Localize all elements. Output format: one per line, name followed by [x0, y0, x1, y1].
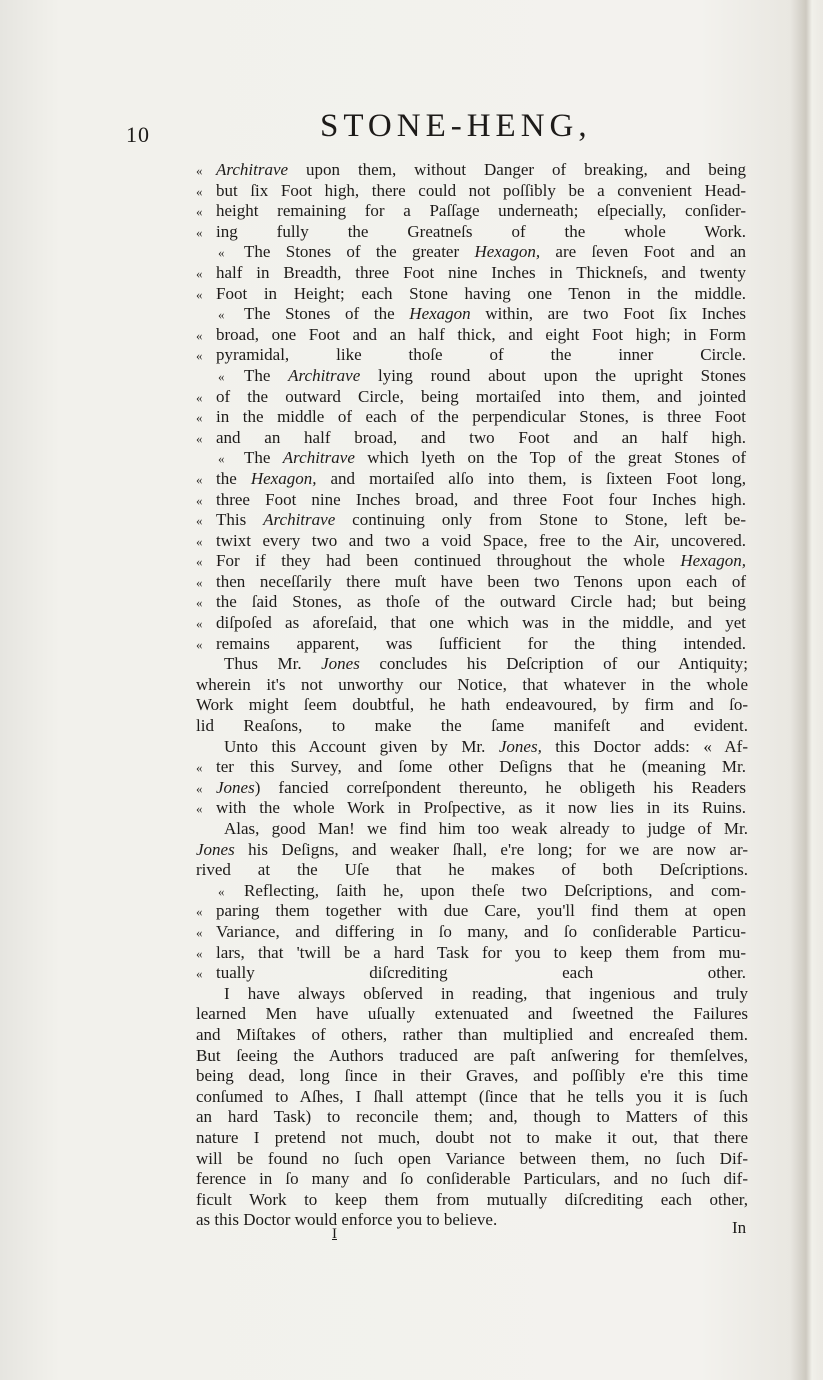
quote-mark: « [196, 286, 203, 302]
line-text [216, 201, 746, 222]
roman-text: with the whole Work in Proſpective, as it now lies in its Ruins. [216, 798, 746, 818]
text-line [196, 1025, 748, 1046]
line-text [216, 490, 746, 511]
roman-text: pyramidal, like thoſe of the inner Circle. [216, 345, 746, 365]
text-line [196, 284, 748, 305]
line-text [216, 551, 746, 572]
line-text [216, 222, 746, 243]
roman-text: this Doctor adds: « Af- [541, 736, 748, 756]
line-text [216, 284, 746, 305]
roman-text: height remaining for a Paſſage underneath; eſpecially, conſider- [216, 201, 746, 221]
roman-text: tually diſcrediting each other. [216, 963, 746, 983]
text-line [196, 757, 748, 778]
line-text [196, 1169, 748, 1190]
line-text [224, 984, 748, 1005]
roman-text: I have always obſerved in reading, that ingenious and truly [224, 983, 748, 1003]
quote-mark: « [196, 389, 203, 405]
roman-text: The Stones of the [244, 304, 410, 324]
text-line [196, 1149, 748, 1170]
quote-mark: « [196, 554, 203, 570]
italic-text: Jones [321, 654, 360, 674]
text-line [196, 1169, 748, 1190]
line-text [196, 695, 748, 716]
line-text [224, 654, 748, 675]
roman-text: learned Men have uſually extenuated and ſweetned the Failures [196, 1004, 748, 1024]
line-text [244, 881, 746, 902]
text-line [196, 695, 748, 716]
roman-text: The [244, 365, 289, 385]
text-line [196, 1046, 748, 1067]
quote-mark: « [196, 924, 203, 940]
text-line [196, 922, 748, 943]
roman-text: three Foot nine Inches broad, and three Foot four Inches high. [216, 489, 746, 509]
quote-mark: « [196, 945, 203, 961]
quote-mark: « [218, 451, 225, 467]
line-text [244, 242, 746, 263]
line-text [216, 531, 746, 552]
line-text [216, 160, 746, 181]
text-line [196, 654, 748, 675]
roman-text: broad, one Foot and an half thick, and eight Foot high; in Form [216, 324, 746, 344]
roman-text: within, are two Foot ſix Inches [470, 304, 746, 324]
quote-mark: « [196, 636, 203, 652]
text-line [196, 201, 748, 222]
text-body [196, 160, 748, 1231]
line-text [244, 366, 746, 387]
line-text [224, 737, 748, 758]
roman-text: For if they had been continued throughout the whole [216, 551, 681, 571]
text-line [196, 840, 748, 861]
line-text [196, 1128, 748, 1149]
quote-mark: « [196, 513, 203, 529]
text-line [196, 1066, 748, 1087]
quote-mark: « [196, 966, 203, 982]
line-text [196, 1025, 748, 1046]
quote-mark: « [196, 574, 203, 590]
signature-mark: I [332, 1226, 337, 1242]
roman-text: lars, that 'twill be a hard Task for you to keep them from mu- [216, 942, 746, 962]
text-line [196, 222, 748, 243]
italic-text: Jones, [498, 736, 542, 756]
roman-text: but ſix Foot high, there could not poſſibly be a convenient Head- [216, 180, 746, 200]
quote-mark: « [196, 183, 203, 199]
quote-mark: « [196, 348, 203, 364]
text-line [196, 510, 748, 531]
roman-text: and Miſtakes of others, rather than multiplied and encreaſed them. [196, 1024, 748, 1044]
line-text [196, 1066, 748, 1087]
line-text [216, 798, 746, 819]
text-line [196, 1087, 748, 1108]
roman-text: remains apparent, was ſufficient for the thing intended. [216, 633, 746, 653]
text-line [196, 181, 748, 202]
quote-mark: « [196, 224, 203, 240]
line-text [196, 1004, 748, 1025]
roman-text: But ſeeing the Authors traduced are paſt anſwering for themſelves, [196, 1045, 748, 1065]
line-text [196, 716, 748, 737]
roman-text: ) fancied correſpondent thereunto, he obligeth his Readers [254, 777, 746, 797]
text-line [196, 572, 748, 593]
roman-text: ter this Survey, and ſome other Deſigns that he (meaning Mr. [216, 757, 746, 777]
text-line [196, 428, 748, 449]
roman-text: Foot in Height; each Stone having one Tenon in the middle. [216, 283, 746, 303]
italic-text: Architrave [216, 160, 289, 179]
line-text [216, 469, 746, 490]
roman-text: conſumed to Aſhes, I ſhall attempt (ſince that he tells you it is ſuch [196, 1086, 748, 1106]
roman-text: continuing only from Stone to Stone, left be- [335, 510, 746, 530]
text-line [196, 242, 748, 263]
roman-text: Variance, and differing in ſo many, and ſo conſiderable Particu- [216, 921, 746, 941]
roman-text: Thus Mr. [224, 654, 322, 674]
quote-mark: « [196, 760, 203, 776]
page-header [0, 108, 823, 148]
text-line [196, 592, 748, 613]
roman-text: lid Reaſons, to make the ſame manifeſt and evident. [196, 716, 748, 736]
roman-text: Work might ſeem doubtful, he hath endeavoured, by firm and ſo- [196, 695, 748, 715]
line-text [216, 778, 746, 799]
quote-mark: « [218, 307, 225, 323]
text-line [196, 160, 748, 181]
line-text [216, 428, 746, 449]
roman-text: This [216, 510, 264, 530]
line-text [196, 1107, 748, 1128]
roman-text: will be found no ſuch open Variance between them, no ſuch Dif- [196, 1148, 748, 1168]
roman-text: upon them, without Danger of breaking, and being [288, 160, 746, 179]
text-line [196, 531, 748, 552]
text-line [196, 984, 748, 1005]
quote-mark: « [218, 245, 225, 261]
line-text [216, 263, 746, 284]
roman-text: then neceſſarily there muſt have been two Tenons upon each of [216, 571, 746, 591]
text-line [196, 798, 748, 819]
roman-text: the [216, 468, 251, 488]
italic-text: Jones [196, 839, 235, 859]
line-text [196, 1149, 748, 1170]
roman-text: and an half broad, and two Foot and an half high. [216, 427, 746, 447]
line-text [216, 943, 746, 964]
quote-mark: « [196, 410, 203, 426]
roman-text: wherein it's not unworthy our Notice, that whatever in the whole [196, 674, 748, 694]
line-text [216, 634, 746, 655]
text-line [196, 901, 748, 922]
text-line [196, 469, 748, 490]
line-text [216, 592, 746, 613]
roman-text: rived at the Uſe that he makes of both Deſcriptions. [196, 860, 748, 880]
quote-mark: « [196, 265, 203, 281]
quote-mark: « [196, 595, 203, 611]
roman-text: Alas, good Man! we find him too weak already to judge of Mr. [224, 819, 748, 838]
italic-text: Hexagon [409, 304, 471, 324]
roman-text: as this Doctor would enforce you to believe. [196, 1210, 498, 1230]
roman-text: Unto this Account given by Mr. [224, 736, 499, 756]
text-line [196, 263, 748, 284]
text-line [196, 943, 748, 964]
text-line [196, 860, 748, 881]
text-line [196, 448, 748, 469]
text-line [196, 716, 748, 737]
roman-text: in the middle of each of the perpendicular Stones, is three Foot [216, 407, 746, 427]
text-line [196, 1190, 748, 1211]
text-line [196, 634, 748, 655]
text-line [196, 675, 748, 696]
roman-text: are ſeven Foot and an [540, 242, 746, 262]
text-line [196, 325, 748, 346]
line-text [196, 1046, 748, 1067]
line-text [196, 1190, 748, 1211]
roman-text: and mortaiſed alſo into them, is ſixteen Foot long, [316, 468, 746, 488]
quote-mark: « [218, 883, 225, 899]
text-line [196, 737, 748, 758]
roman-text: diſpoſed as aforeſaid, that one which was in the middle, and yet [216, 613, 746, 633]
roman-text: ference in ſo many and ſo conſiderable Particulars, and no ſuch dif- [196, 1169, 748, 1189]
quote-mark: « [196, 780, 203, 796]
quote-mark: « [196, 163, 203, 178]
italic-text: Hexagon, [474, 242, 541, 262]
roman-text: half in Breadth, three Foot nine Inches in Thickneſs, and twenty [216, 262, 746, 282]
line-text [216, 922, 746, 943]
roman-text: which lyeth on the Top of the great Stones of [354, 448, 746, 468]
line-text [244, 448, 746, 469]
roman-text: being dead, long ſince in their Graves, and poſſibly e're this time [196, 1066, 748, 1086]
roman-text: ing fully the Greatneſs of the whole Work. [216, 221, 746, 241]
text-line [196, 963, 748, 984]
running-head: STONE-HENG, [320, 108, 592, 144]
quote-mark: « [196, 492, 203, 508]
text-line [196, 1128, 748, 1149]
line-text [196, 675, 748, 696]
line-text [216, 613, 746, 634]
quote-mark: « [196, 616, 203, 632]
roman-text: The [244, 448, 283, 468]
line-text [196, 840, 748, 861]
text-line [196, 778, 748, 799]
text-line [196, 1004, 748, 1025]
roman-text: his Deſigns, and weaker ſhall, e're long; for we are now ar- [234, 839, 748, 859]
line-text [216, 572, 746, 593]
text-line [196, 819, 748, 840]
text-line [196, 613, 748, 634]
line-text [244, 304, 746, 325]
text-line [196, 1107, 748, 1128]
text-line [196, 551, 748, 572]
roman-text: paring them together with due Care, you'll find them at open [216, 901, 746, 921]
line-text [216, 757, 746, 778]
catchword: In [732, 1218, 747, 1237]
line-text [216, 345, 746, 366]
line-text [216, 901, 746, 922]
quote-mark: « [196, 471, 203, 487]
quote-mark: « [196, 327, 203, 343]
italic-text: Hexagon, [680, 551, 746, 571]
roman-text: the ſaid Stones, as thoſe of the outward Circle had; but being [216, 592, 746, 612]
italic-text: Architrave [263, 510, 336, 530]
page-number: 10 [126, 122, 150, 147]
line-text [216, 325, 746, 346]
roman-text: concludes his Deſcription of our Antiquity; [359, 654, 749, 674]
roman-text: Reflecting, ſaith he, upon theſe two Deſcriptions, and com- [244, 880, 746, 900]
text-line [196, 490, 748, 511]
line-text [216, 510, 746, 531]
line-text [216, 407, 746, 428]
roman-text: nature I pretend not much, doubt not to make it out, that there [196, 1127, 748, 1147]
line-text [216, 181, 746, 202]
roman-text: lying round about upon the upright Stones [360, 365, 746, 385]
roman-text: twixt every two and two a void Space, free to the Air, uncovered. [216, 530, 746, 550]
roman-text: The Stones of the greater [244, 242, 475, 262]
line-text [224, 819, 748, 840]
line-text [196, 1087, 748, 1108]
italic-text: Jones [216, 777, 255, 797]
text-line [196, 366, 748, 387]
roman-text: of the outward Circle, being mortaiſed into them, and jointed [216, 386, 746, 406]
text-line [196, 304, 748, 325]
roman-text: an hard Task) to reconcile them; and, though to Matters of this [196, 1107, 748, 1127]
italic-text: Hexagon, [250, 468, 317, 488]
text-line [196, 345, 748, 366]
line-text [196, 860, 748, 881]
quote-mark: « [196, 904, 203, 920]
roman-text: ficult Work to keep them from mutually diſcrediting each other, [196, 1189, 748, 1209]
italic-text: Architrave [282, 448, 355, 468]
quote-mark: « [196, 204, 203, 220]
quote-mark: « [196, 430, 203, 446]
line-text [216, 963, 746, 984]
line-text [216, 387, 746, 408]
italic-text: Architrave [288, 365, 361, 385]
text-line [196, 387, 748, 408]
text-line [196, 407, 748, 428]
quote-mark: « [196, 801, 203, 817]
quote-mark: « [218, 368, 225, 384]
text-line [196, 881, 748, 902]
quote-mark: « [196, 533, 203, 549]
